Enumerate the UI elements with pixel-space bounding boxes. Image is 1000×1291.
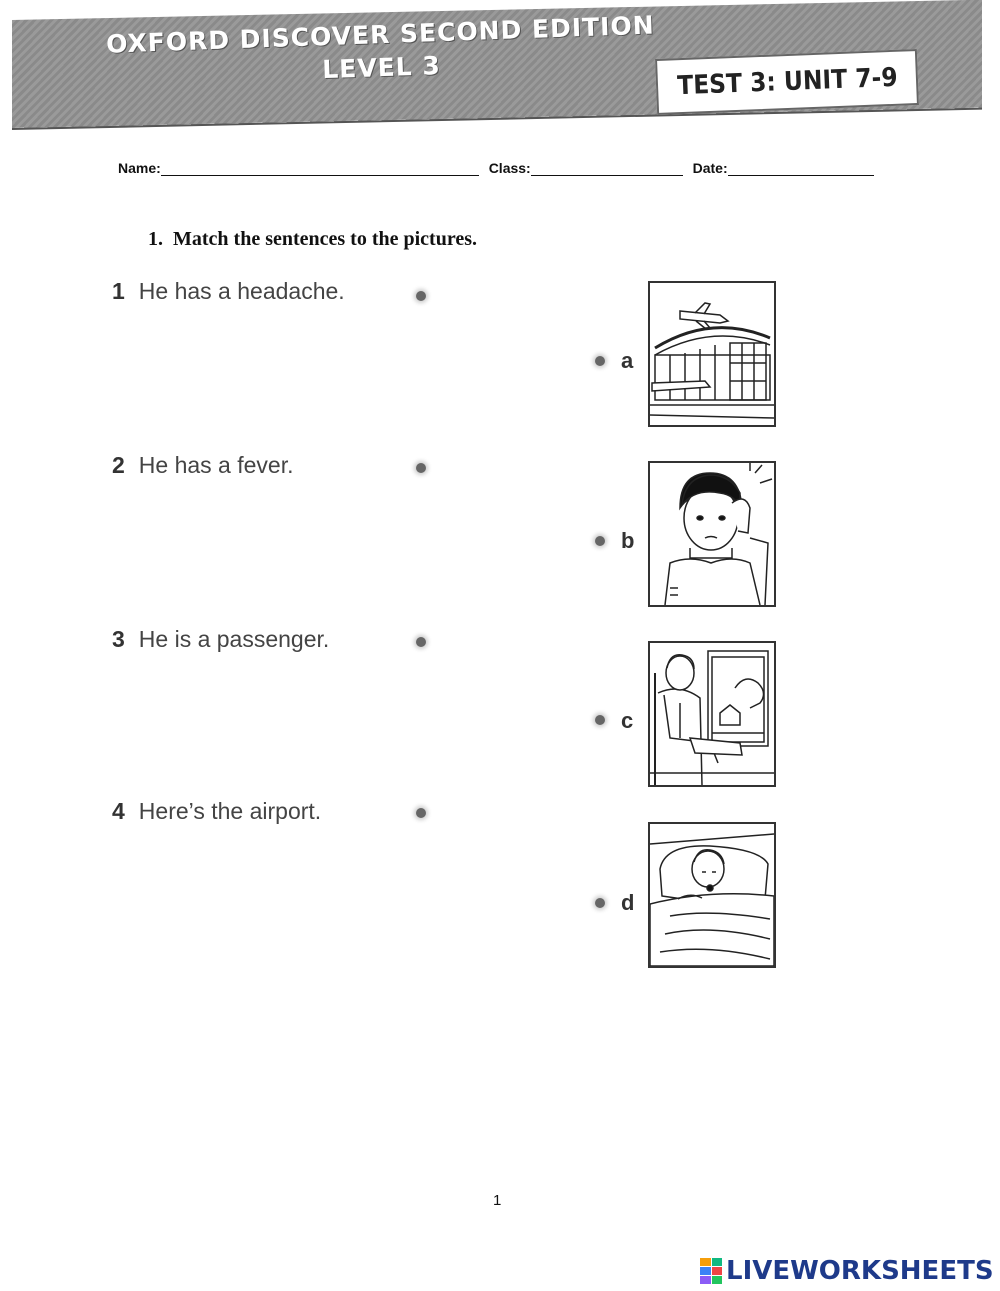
sentence-number: 2 [112, 452, 125, 478]
sentence-row [112, 278, 345, 305]
liveworksheets-icon [700, 1258, 722, 1284]
airport-picture [648, 281, 776, 427]
sentence-row [112, 626, 329, 653]
page-number: 1 [493, 1192, 502, 1209]
picture-letter: d [621, 890, 635, 915]
picture-letter: c [621, 708, 634, 733]
airport-illustration [650, 283, 774, 425]
passenger-illustration [650, 643, 774, 785]
sentence-text: He is a passenger. [138, 626, 330, 652]
sentence-match-dot[interactable] [416, 637, 426, 647]
sentence-number: 4 [112, 798, 125, 824]
picture-letter: a [621, 348, 634, 373]
brand-text: LIVEWORKSHEETS [726, 1256, 994, 1286]
test-label: TEST 3: UNIT 7-9 [676, 62, 898, 102]
date-field[interactable] [728, 161, 874, 176]
sentence-number: 3 [112, 626, 125, 652]
name-label: Name: [118, 160, 161, 176]
sentence-text: Here’s the airport. [138, 798, 322, 824]
passenger-picture [648, 641, 776, 787]
sentence-match-dot[interactable] [416, 808, 426, 818]
class-field[interactable] [531, 161, 683, 176]
picture-letter: b [621, 528, 635, 553]
instruction-text: Match the sentences to the pictures. [173, 228, 478, 250]
sentence-match-dot[interactable] [416, 291, 426, 301]
sentence-match-dot[interactable] [416, 463, 426, 473]
liveworksheets-logo[interactable] [700, 1256, 994, 1286]
student-info-line [118, 160, 878, 176]
header-title-line1: OXFORD DISCOVER SECOND EDITION [105, 10, 656, 59]
headache-boy-illustration [650, 463, 774, 605]
headache-boy-picture [648, 461, 776, 607]
picture-match-dot[interactable] [595, 356, 605, 366]
instruction [148, 228, 477, 251]
picture-match-dot[interactable] [595, 536, 605, 546]
sentence-row [112, 798, 321, 825]
fever-in-bed-illustration [650, 824, 774, 966]
name-field[interactable] [161, 161, 479, 176]
date-label: Date: [692, 160, 728, 176]
instruction-number: 1. [148, 228, 163, 250]
class-label: Class: [488, 160, 531, 176]
sentence-text: He has a headache. [138, 278, 345, 304]
sentence-row [112, 452, 294, 479]
test-label-box [655, 49, 919, 115]
sentence-number: 1 [112, 278, 125, 304]
fever-in-bed-picture [648, 822, 776, 968]
header-title-line2: LEVEL 3 [321, 51, 442, 85]
sentence-text: He has a fever. [138, 452, 294, 478]
picture-match-dot[interactable] [595, 715, 605, 725]
picture-match-dot[interactable] [595, 898, 605, 908]
